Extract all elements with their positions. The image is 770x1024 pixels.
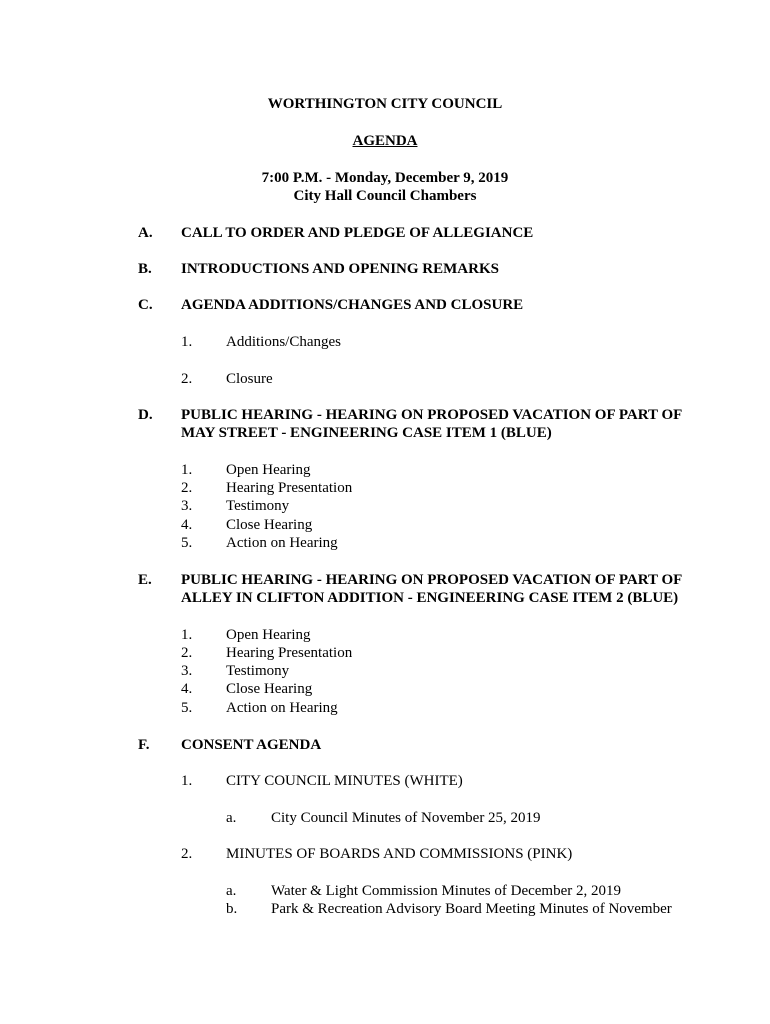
council-name: WORTHINGTON CITY COUNCIL bbox=[267, 96, 503, 112]
section-a-title: CALL TO ORDER AND PLEDGE OF ALLEGIANCE bbox=[181, 225, 534, 241]
list-item: Action on Hearing bbox=[226, 535, 338, 551]
list-item: Testimony bbox=[226, 498, 290, 514]
list-item-number: 4. bbox=[181, 681, 193, 697]
list-item: Testimony bbox=[226, 663, 290, 679]
sub-item-letter: a. bbox=[226, 810, 237, 826]
list-item-number: 5. bbox=[181, 535, 193, 551]
section-d-title-line1: PUBLIC HEARING - HEARING ON PROPOSED VACATION OF PART OF bbox=[181, 407, 683, 423]
list-item-number: 4. bbox=[181, 517, 193, 533]
list-item: CITY COUNCIL MINUTES (WHITE) bbox=[226, 773, 463, 789]
section-e-title-line1: PUBLIC HEARING - HEARING ON PROPOSED VACATION OF PART OF bbox=[181, 572, 683, 588]
meeting-datetime: 7:00 P.M. - Monday, December 9, 2019 bbox=[261, 170, 509, 186]
list-item-number: 1. bbox=[181, 773, 193, 789]
list-item-number: 5. bbox=[181, 700, 193, 716]
section-f-letter: F. bbox=[138, 737, 150, 753]
list-item: MINUTES OF BOARDS AND COMMISSIONS (PINK) bbox=[226, 846, 573, 862]
sub-item-letter: a. bbox=[226, 883, 237, 899]
list-item-number: 2. bbox=[181, 480, 193, 496]
list-item-number: 3. bbox=[181, 498, 193, 514]
list-item-number: 2. bbox=[181, 645, 193, 661]
section-d-letter: D. bbox=[138, 407, 153, 423]
list-item: Close Hearing bbox=[226, 517, 313, 533]
section-e-title-line2: ALLEY IN CLIFTON ADDITION - ENGINEERING CASE ITEM 2 (BLUE) bbox=[181, 590, 679, 606]
section-f-title: CONSENT AGENDA bbox=[181, 737, 322, 753]
list-item-number: 1. bbox=[181, 334, 193, 350]
list-item: Closure bbox=[226, 371, 273, 387]
list-item-number: 1. bbox=[181, 627, 193, 643]
sub-item: City Council Minutes of November 25, 2019 bbox=[271, 810, 541, 826]
list-item: Open Hearing bbox=[226, 627, 311, 643]
section-b-letter: B. bbox=[138, 261, 152, 277]
sub-item: Park & Recreation Advisory Board Meeting Minutes of November bbox=[271, 901, 672, 917]
section-a-letter: A. bbox=[138, 225, 153, 241]
section-d-title-line2: MAY STREET - ENGINEERING CASE ITEM 1 (BLUE) bbox=[181, 425, 552, 441]
section-c-letter: C. bbox=[138, 297, 153, 313]
list-item-number: 3. bbox=[181, 663, 193, 679]
sub-item-letter: b. bbox=[226, 901, 238, 917]
list-item-number: 2. bbox=[181, 371, 193, 387]
list-item-number: 2. bbox=[181, 846, 193, 862]
list-item: Action on Hearing bbox=[226, 700, 338, 716]
list-item: Close Hearing bbox=[226, 681, 313, 697]
list-item: Hearing Presentation bbox=[226, 645, 353, 661]
list-item: Additions/Changes bbox=[226, 334, 341, 350]
section-b-title: INTRODUCTIONS AND OPENING REMARKS bbox=[181, 261, 499, 277]
section-c-title: AGENDA ADDITIONS/CHANGES AND CLOSURE bbox=[181, 297, 524, 313]
agenda-title: AGENDA bbox=[352, 133, 418, 149]
list-item: Open Hearing bbox=[226, 462, 311, 478]
list-item-number: 1. bbox=[181, 462, 193, 478]
list-item: Hearing Presentation bbox=[226, 480, 353, 496]
meeting-location: City Hall Council Chambers bbox=[293, 188, 477, 204]
section-e-letter: E. bbox=[138, 572, 152, 588]
sub-item: Water & Light Commission Minutes of December 2, 2019 bbox=[271, 883, 621, 899]
